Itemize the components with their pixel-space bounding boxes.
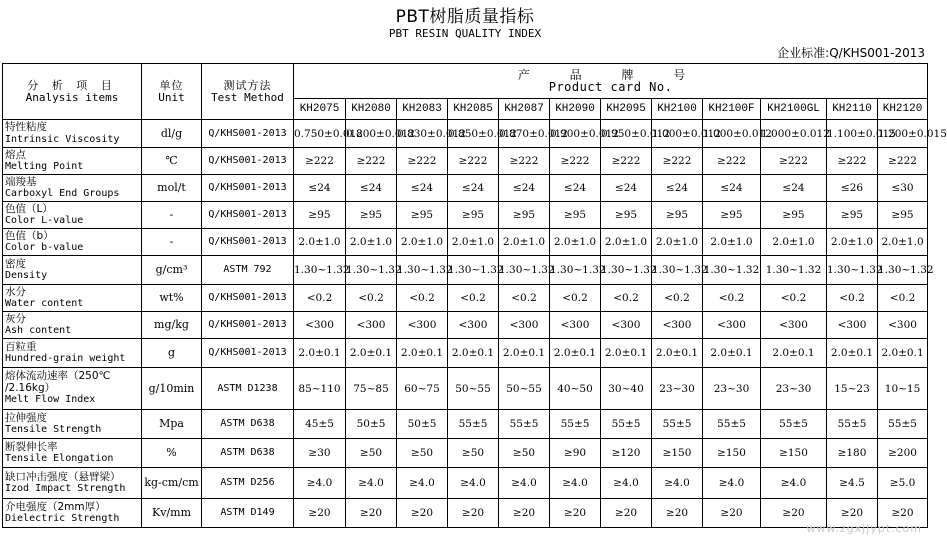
analysis-item-en: Water content [5, 298, 84, 309]
analysis-item-en: Hundred-grain weight [5, 353, 126, 364]
value-cell: 1.000±0.012 [703, 120, 761, 148]
value-cell: <0.2 [550, 285, 601, 312]
product-header: KH2083 [397, 99, 448, 120]
value-cell: <300 [878, 312, 928, 339]
value-cell: ≥95 [448, 202, 499, 229]
value-cell: ≤24 [761, 175, 827, 202]
value-cell: 50~55 [448, 368, 499, 410]
value-cell: 2.0±1.0 [550, 229, 601, 256]
value-cell: 1.30~1.32 [346, 256, 397, 285]
value-cell: 45±5 [294, 410, 346, 439]
value-cell: 10~15 [878, 368, 928, 410]
value-cell: 1.30~1.32 [703, 256, 761, 285]
value-cell: <0.2 [346, 285, 397, 312]
value-cell: <300 [499, 312, 550, 339]
product-header: KH2095 [601, 99, 652, 120]
unit-cell: g/cm³ [142, 256, 202, 285]
table-row [3, 202, 928, 229]
value-cell: 15~23 [827, 368, 878, 410]
value-cell: ≥90 [550, 439, 601, 468]
value-cell: <0.2 [397, 285, 448, 312]
value-cell: ≥4.0 [550, 468, 601, 499]
table-body [3, 120, 947, 528]
analysis-item-cn: 熔点 [5, 148, 26, 161]
analysis-item-en: Ash content [5, 325, 72, 336]
method-cell: ASTM 792 [202, 256, 294, 285]
value-cell: 1.30~1.32 [827, 256, 878, 285]
value-cell: ≤24 [703, 175, 761, 202]
value-cell: 1.30~1.32 [397, 256, 448, 285]
value-cell: <0.2 [652, 285, 703, 312]
value-cell: <0.2 [703, 285, 761, 312]
analysis-item [3, 256, 142, 285]
value-cell: <300 [346, 312, 397, 339]
method-cell: ASTM D638 [202, 439, 294, 468]
value-cell: 23~30 [761, 368, 827, 410]
value-cell: 1.30~1.32 [761, 256, 827, 285]
value-cell: ≥20 [827, 499, 878, 528]
value-cell: 23~30 [703, 368, 761, 410]
table-row [3, 229, 928, 256]
value-cell: ≥95 [703, 202, 761, 229]
table-row [3, 175, 928, 202]
method-cell: ASTM D638 [202, 410, 294, 439]
method-cell: Q/KHS001-2013 [202, 148, 294, 175]
value-cell: ≥20 [499, 499, 550, 528]
value-cell: <300 [448, 312, 499, 339]
value-cell: ≤24 [601, 175, 652, 202]
value-cell: ≥222 [652, 148, 703, 175]
product-header: KH2085 [448, 99, 499, 120]
page-subtitle: PBT RESIN QUALITY INDEX [388, 27, 542, 40]
analysis-item-en: Dielectric Strength [5, 513, 120, 524]
analysis-item-en: Carboxyl End Groups [5, 188, 120, 199]
enterprise-standard: 企业标准:Q/KHS001-2013 [777, 46, 925, 60]
analysis-item-cn: 拉伸强度 [5, 411, 47, 424]
value-cell: 2.0±0.1 [703, 339, 761, 368]
value-cell: 1.000±0.012 [652, 120, 703, 148]
value-cell: ≥222 [827, 148, 878, 175]
table-header [3, 64, 928, 120]
unit-cell: Mpa [142, 410, 202, 439]
value-cell: <0.2 [827, 285, 878, 312]
value-cell: 0.750±0.012 [294, 120, 346, 148]
value-cell: <300 [601, 312, 652, 339]
unit-cell: Kv/mm [142, 499, 202, 528]
value-cell: ≤24 [346, 175, 397, 202]
value-cell: <0.2 [601, 285, 652, 312]
value-cell: 85~110 [294, 368, 346, 410]
value-cell: <300 [294, 312, 346, 339]
value-cell: 55±5 [703, 410, 761, 439]
value-cell: 2.0±1.0 [878, 229, 928, 256]
value-cell: ≤26 [827, 175, 878, 202]
unit-cell: dl/g [142, 120, 202, 148]
page-title: PBT树脂质量指标 [395, 7, 535, 27]
analysis-item-cn: 色值（L） [5, 202, 53, 215]
analysis-item-cn: 百粒重 [5, 340, 37, 353]
analysis-item [3, 410, 142, 439]
table-row [3, 410, 928, 439]
value-cell: ≥95 [294, 202, 346, 229]
value-cell: 2.0±1.0 [294, 229, 346, 256]
product-header: KH2100 [652, 99, 703, 120]
analysis-item-en: Tensile Strength [5, 424, 102, 435]
method-cell: Q/KHS001-2013 [202, 285, 294, 312]
value-cell: ≥95 [346, 202, 397, 229]
value-cell: 2.0±0.1 [550, 339, 601, 368]
value-cell: 1.30~1.32 [499, 256, 550, 285]
value-cell: 2.0±1.0 [827, 229, 878, 256]
value-cell: ≥222 [499, 148, 550, 175]
value-cell: ≥200 [878, 439, 928, 468]
value-cell: 55±5 [878, 410, 928, 439]
value-cell: 1.30~1.32 [550, 256, 601, 285]
value-cell: 2.0±0.1 [397, 339, 448, 368]
method-cell: Q/KHS001-2013 [202, 120, 294, 148]
product-header: KH2100F [703, 99, 761, 120]
value-cell: ≥20 [397, 499, 448, 528]
value-cell: <0.2 [448, 285, 499, 312]
value-cell: ≥5.0 [878, 468, 928, 499]
analysis-item [3, 368, 142, 410]
analysis-item-cn: 断裂伸长率 [5, 440, 58, 453]
value-cell: ≥20 [294, 499, 346, 528]
table-row [3, 256, 928, 285]
value-cell: 23~30 [652, 368, 703, 410]
value-cell: ≥95 [499, 202, 550, 229]
table-row [3, 499, 928, 528]
method-cell: ASTM D1238 [202, 368, 294, 410]
value-cell: 2.0±1.0 [346, 229, 397, 256]
value-cell: 75~85 [346, 368, 397, 410]
value-cell: 2.0±0.1 [827, 339, 878, 368]
value-cell: ≤24 [294, 175, 346, 202]
unit-cell: g/10min [142, 368, 202, 410]
value-cell: 0.950±0.012 [601, 120, 652, 148]
method-cell: ASTM D256 [202, 468, 294, 499]
value-cell: 1.30~1.32 [878, 256, 928, 285]
value-cell: ≤24 [499, 175, 550, 202]
value-cell: 0.850±0.012 [448, 120, 499, 148]
analysis-item [3, 285, 142, 312]
value-cell: ≤24 [652, 175, 703, 202]
value-cell: 50±5 [397, 410, 448, 439]
value-cell: ≥222 [294, 148, 346, 175]
table-row [3, 285, 928, 312]
value-cell: ≤24 [448, 175, 499, 202]
quality-index-table [2, 63, 947, 528]
table-row [3, 120, 928, 148]
value-cell: 50~55 [499, 368, 550, 410]
unit-cell: ℃ [142, 148, 202, 175]
value-cell: ≥4.0 [346, 468, 397, 499]
value-cell: ≥20 [703, 499, 761, 528]
value-cell: <0.2 [499, 285, 550, 312]
value-cell: 2.0±1.0 [652, 229, 703, 256]
analysis-item-en: Melting Point [5, 161, 84, 172]
analysis-item-en: Izod Impact Strength [5, 483, 126, 494]
value-cell: 40~50 [550, 368, 601, 410]
value-cell: ≥222 [761, 148, 827, 175]
value-cell: 55±5 [448, 410, 499, 439]
analysis-item [3, 148, 142, 175]
value-cell: 55±5 [652, 410, 703, 439]
watermark: www.zgxjjypt.com [806, 522, 922, 535]
method-cell: ASTM D149 [202, 499, 294, 528]
product-header: KH2100GL [761, 99, 827, 120]
value-cell: 0.830±0.012 [397, 120, 448, 148]
analysis-item-en: Melt Flow Index [5, 394, 96, 406]
value-cell: 30~40 [601, 368, 652, 410]
value-cell: ≥50 [499, 439, 550, 468]
value-cell: <300 [550, 312, 601, 339]
value-cell: ≥222 [550, 148, 601, 175]
value-cell: ≥150 [703, 439, 761, 468]
value-cell: ≥30 [294, 439, 346, 468]
analysis-item-cn: 色值（b） [5, 229, 54, 242]
unit-cell: % [142, 439, 202, 468]
analysis-item-en: Tensile Elongation [5, 453, 114, 464]
value-cell: 2.0±0.1 [601, 339, 652, 368]
value-cell: 50±5 [346, 410, 397, 439]
value-cell: 2.0±0.1 [499, 339, 550, 368]
value-cell: <300 [827, 312, 878, 339]
table-row [3, 468, 928, 499]
value-cell: <300 [397, 312, 448, 339]
value-cell: <300 [652, 312, 703, 339]
value-cell: 55±5 [499, 410, 550, 439]
value-cell: ≥4.0 [601, 468, 652, 499]
analysis-item-en: Color L-value [5, 215, 84, 226]
value-cell: <0.2 [878, 285, 928, 312]
value-cell: ≥20 [878, 499, 928, 528]
value-cell: 0.870±0.012 [499, 120, 550, 148]
value-cell: ≥95 [827, 202, 878, 229]
analysis-item-cn: 特性粘度 [5, 121, 47, 133]
analysis-item [3, 468, 142, 499]
header-test-method: 测试方法 Test Method [202, 64, 294, 120]
value-cell: 2.0±1.0 [601, 229, 652, 256]
value-cell: 1.200±0.015 [878, 120, 928, 148]
analysis-item [3, 312, 142, 339]
value-cell: ≥4.5 [827, 468, 878, 499]
value-cell: ≤24 [550, 175, 601, 202]
product-header: KH2120 [878, 99, 928, 120]
analysis-item [3, 439, 142, 468]
unit-cell: g [142, 339, 202, 368]
value-cell: 2.0±1.0 [761, 229, 827, 256]
value-cell: 55±5 [550, 410, 601, 439]
value-cell: 2.0±1.0 [397, 229, 448, 256]
table-row [3, 148, 928, 175]
value-cell: ≥4.0 [703, 468, 761, 499]
value-cell: ≤24 [397, 175, 448, 202]
analysis-item-cn: 密度 [5, 257, 26, 270]
value-cell: 55±5 [601, 410, 652, 439]
value-cell: ≤30 [878, 175, 928, 202]
value-cell: ≥150 [652, 439, 703, 468]
value-cell: 2.0±1.0 [448, 229, 499, 256]
value-cell: ≥95 [878, 202, 928, 229]
value-cell: 2.0±0.1 [448, 339, 499, 368]
value-cell: 55±5 [827, 410, 878, 439]
method-cell: Q/KHS001-2013 [202, 175, 294, 202]
value-cell: ≥20 [761, 499, 827, 528]
analysis-item-cn: 介电强度（2mm厚） [5, 500, 106, 513]
value-cell: ≥222 [878, 148, 928, 175]
value-cell: ≥20 [550, 499, 601, 528]
table-row [3, 339, 928, 368]
value-cell: 1.30~1.32 [652, 256, 703, 285]
value-cell: <0.2 [761, 285, 827, 312]
value-cell: ≥95 [601, 202, 652, 229]
value-cell: 2.0±0.1 [761, 339, 827, 368]
unit-cell: kg-cm/cm [142, 468, 202, 499]
value-cell: 1.30~1.32 [601, 256, 652, 285]
value-cell: 1.000±0.012 [761, 120, 827, 148]
value-cell: ≥222 [448, 148, 499, 175]
value-cell: ≥95 [761, 202, 827, 229]
unit-cell: - [142, 229, 202, 256]
method-cell: Q/KHS001-2013 [202, 312, 294, 339]
value-cell: 2.0±0.1 [294, 339, 346, 368]
value-cell: ≥120 [601, 439, 652, 468]
analysis-item-cn: 熔体流动速率（250℃ [5, 370, 111, 383]
analysis-item-en: Density [5, 270, 48, 281]
value-cell: ≥150 [761, 439, 827, 468]
analysis-item [3, 175, 142, 202]
value-cell: 55±5 [761, 410, 827, 439]
header-product-card: 产 品 牌 号 Product card No. [294, 64, 928, 99]
value-cell: 1.100±0.015 [827, 120, 878, 148]
value-cell: 1.30~1.32 [448, 256, 499, 285]
value-cell: 2.0±1.0 [703, 229, 761, 256]
product-header: KH2080 [346, 99, 397, 120]
value-cell: 1.30~1.32 [294, 256, 346, 285]
value-cell: ≥4.0 [294, 468, 346, 499]
product-header: KH2087 [499, 99, 550, 120]
value-cell: ≥50 [448, 439, 499, 468]
value-cell: 60~75 [397, 368, 448, 410]
analysis-item [3, 202, 142, 229]
value-cell: ≥4.0 [499, 468, 550, 499]
value-cell: ≥222 [703, 148, 761, 175]
value-cell: ≥180 [827, 439, 878, 468]
value-cell: ≥222 [601, 148, 652, 175]
unit-cell: mg/kg [142, 312, 202, 339]
value-cell: ≥50 [346, 439, 397, 468]
product-header: KH2110 [827, 99, 878, 120]
product-header: KH2075 [294, 99, 346, 120]
method-cell: Q/KHS001-2013 [202, 229, 294, 256]
value-cell: ≥222 [346, 148, 397, 175]
analysis-item [3, 120, 142, 148]
value-cell: 0.800±0.012 [346, 120, 397, 148]
value-cell: <0.2 [294, 285, 346, 312]
method-cell: Q/KHS001-2013 [202, 202, 294, 229]
value-cell: 2.0±0.1 [652, 339, 703, 368]
value-cell: ≥20 [448, 499, 499, 528]
unit-cell: - [142, 202, 202, 229]
method-cell: Q/KHS001-2013 [202, 339, 294, 368]
header-analysis-items: 分 析 项 目 Analysis items [3, 64, 142, 120]
product-header: KH2090 [550, 99, 601, 120]
table-row [3, 439, 928, 468]
table-row [3, 312, 928, 339]
value-cell: ≥50 [397, 439, 448, 468]
value-cell: <300 [703, 312, 761, 339]
value-cell: ≥95 [550, 202, 601, 229]
value-cell: 2.0±0.1 [346, 339, 397, 368]
analysis-item [3, 339, 142, 368]
value-cell: 2.0±1.0 [499, 229, 550, 256]
value-cell: ≥4.0 [448, 468, 499, 499]
value-cell: ≥95 [652, 202, 703, 229]
value-cell: ≥4.0 [397, 468, 448, 499]
value-cell: 2.0±0.1 [878, 339, 928, 368]
value-cell: ≥20 [601, 499, 652, 528]
analysis-item [3, 499, 142, 528]
value-cell: ≥4.0 [761, 468, 827, 499]
unit-cell: wt% [142, 285, 202, 312]
analysis-item [3, 229, 142, 256]
analysis-item-en: Color b-value [5, 242, 84, 253]
analysis-item-cn: 水分 [5, 285, 26, 298]
value-cell: ≥95 [397, 202, 448, 229]
value-cell: ≥20 [346, 499, 397, 528]
value-cell: <300 [761, 312, 827, 339]
table-row [3, 368, 928, 410]
header-unit: 单位 Unit [142, 64, 202, 120]
analysis-item-cn-cont: /2.16kg） [5, 381, 56, 394]
analysis-item-cn: 端羧基 [5, 175, 37, 188]
value-cell: 0.900±0.012 [550, 120, 601, 148]
value-cell: ≥4.0 [652, 468, 703, 499]
unit-cell: mol/t [142, 175, 202, 202]
value-cell: ≥222 [397, 148, 448, 175]
analysis-item-en: Intrinsic Viscosity [5, 133, 120, 145]
analysis-item-cn: 灰分 [5, 312, 26, 325]
value-cell: ≥20 [652, 499, 703, 528]
analysis-item-cn: 缺口冲击强度（悬臂梁） [5, 470, 121, 483]
